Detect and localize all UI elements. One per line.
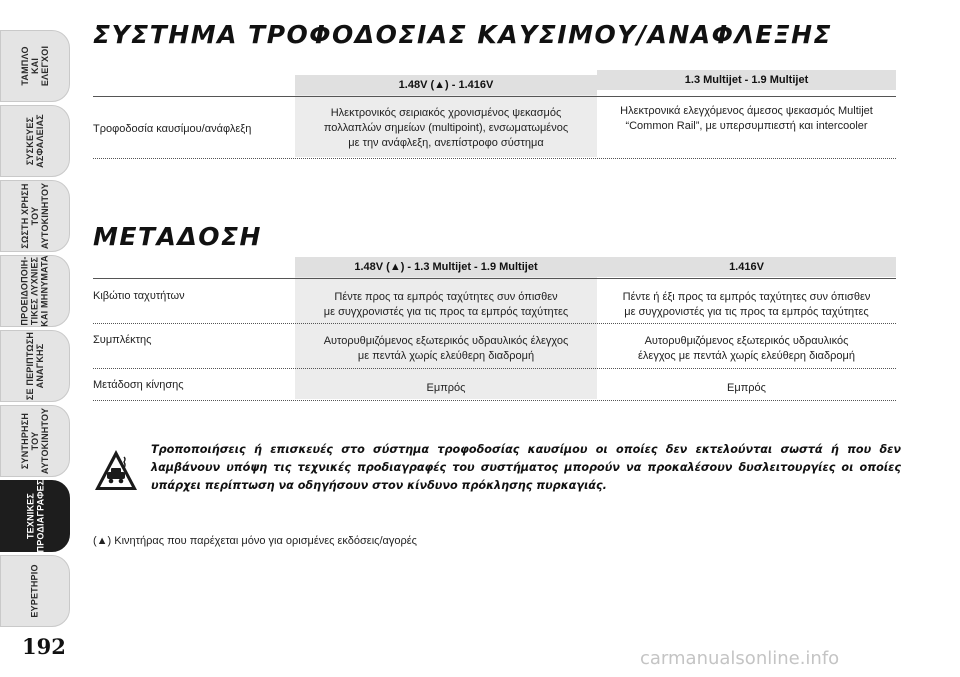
spec-cell [597, 334, 896, 364]
footnote: (▲) Κινητήρας που παρέχεται μόνο για ορισμένες εκδόσεις/αγορές [93, 535, 417, 547]
warning-text: Τροποποιήσεις ή επισκευές στο σύστημα τροφοδοσίας καυσίμου οι οποίες δεν εκτελούνται σωστά ή που δεν λαμβάνουν υπόψη τις τεχνικές προδιαγραφές του συστήματος μπορούν να προκαλέσουν δυσλειτουργίες οι οποίες υπάρχει περίπτωση να οδηγήσουν στον κίνδυνο πρόκλησης πυρκαγιάς. [151, 443, 901, 492]
tab-label: ΤΕΧΝΙΚΕΣ ΠΡΟΔΙΑΓΡΑΦΕΣ [25, 479, 45, 553]
row-label: Μετάδοση κίνησης [93, 379, 184, 391]
cell-line: με πεντάλ χωρίς ελεύθερη διαδρομή [357, 350, 535, 362]
tab-safety-devices[interactable] [0, 105, 70, 177]
column-header: 1.3 Multijet - 1.9 Multijet [597, 70, 896, 90]
cell-line: Πέντε προς τα εμπρός ταχύτητες συν όπισθεν [334, 291, 558, 303]
tab-label: ΣΩΣΤΗ ΧΡΗΣΗ ΤΟΥ ΑΥΤΟΚΙΝΗΤΟΥ [20, 182, 50, 250]
cell-line: Αυτορυθμιζόμενος εξωτερικός υδραυλικός έλεγχος [323, 335, 569, 347]
tab-label: ΣΕ ΠΕΡΙΠΤΩΣΗ ΑΝΑΓΚΗΣ [25, 331, 46, 401]
cell-line: έλεγχος με πεντάλ χωρίς ελεύθερη διαδρομή [638, 350, 855, 362]
table-divider [93, 158, 896, 159]
cell-line: Αυτορυθμιζόμενος εξωτερικός υδραυλικός [644, 335, 849, 347]
tab-correct-use[interactable] [0, 180, 70, 252]
spec-cell [295, 334, 597, 364]
cell-line: με την ανάφλεξη, ανεπίστροφο σύστημα [348, 137, 544, 149]
tab-label: ΕΥΡΕΤΗΡΙΟ [29, 564, 40, 618]
spec-cell [597, 381, 896, 396]
cell-line: Πέντε ή έξι προς τα εμπρός ταχύτητες συν όπισθεν [622, 291, 871, 303]
column-header: 1.48V (▲) - 1.3 Multijet - 1.9 Multijet [295, 257, 597, 277]
tab-label: ΣΥΣΚΕΥΕΣ ΑΣΦΑΛΕΙΑΣ [24, 114, 45, 168]
cell-line: Εμπρός [727, 382, 766, 394]
cell-line: “Common Rail”, με υπερσυμπιεστή και intercooler [625, 120, 868, 132]
tab-label: ΣΥΝΤΗΡΗΣΗ ΤΟΥ ΑΥΤΟΚΙΝΗΤΟΥ [20, 407, 50, 475]
tab-index[interactable] [0, 555, 70, 627]
spec-cell [295, 106, 597, 151]
cell-line: Ηλεκτρονικός σειριακός χρονισμένος ψεκασμός [330, 107, 562, 119]
row-label: Κιβώτιο ταχυτήτων [93, 290, 185, 302]
spec-cell [295, 381, 597, 396]
tab-label: ΤΑΜΠΛΟ ΚΑΙ ΕΛΕΓΧΟΙ [19, 45, 50, 87]
tab-technical-specs[interactable] [0, 480, 70, 552]
row-label: Συμπλέκτης [93, 334, 152, 346]
row-label: Τροφοδοσία καυσίμου/ανάφλεξη [93, 123, 252, 135]
spec-cell [295, 290, 597, 320]
table-divider [93, 278, 896, 279]
tab-emergency[interactable] [0, 330, 70, 402]
warning-triangle-icon [93, 448, 139, 492]
watermark: carmanualsonline.info [640, 648, 840, 669]
section-title-fuel-ignition: ΣΥΣΤΗΜΑ ΤΡΟΦΟΔΟΣΙΑΣ ΚΑΥΣΙΜΟΥ/ΑΝΑΦΛΕΞΗΣ [93, 20, 833, 49]
table-divider [93, 323, 896, 324]
cell-line: με συγχρονιστές για τις προς τα εμπρός ταχύτητες [323, 306, 569, 318]
spec-cell [597, 290, 896, 320]
column-header: 1.48V (▲) - 1.416V [295, 75, 597, 95]
cell-line: πολλαπλών σημείων (multipoint), ενσωματωμένος [323, 122, 569, 134]
table-divider [93, 368, 896, 369]
table-divider [93, 400, 896, 401]
tab-dashboard-controls[interactable] [0, 30, 70, 102]
tab-warning-lights[interactable] [0, 255, 70, 327]
spec-cell [597, 104, 896, 134]
table-divider [93, 96, 896, 97]
cell-line: Ηλεκτρονικά ελεγχόμενος άμεσος ψεκασμός Multijet [620, 105, 873, 117]
section-title-transmission: ΜΕΤΑΔΟΣΗ [93, 222, 262, 251]
cell-line: με συγχρονιστές για τις προς τα εμπρός ταχύτητες [624, 306, 869, 318]
cell-line: Εμπρός [426, 382, 466, 394]
column-header: 1.416V [597, 257, 896, 277]
tab-label: ΠΡΟΕΙΔΟΠΟΙΗ- ΤΙΚΕΣ ΛΥΧΝΙΕΣ ΚΑΙ ΜΗΝΥΜΑΤΑ [20, 255, 51, 327]
page-number: 192 [22, 634, 66, 659]
tab-maintenance[interactable] [0, 405, 70, 477]
